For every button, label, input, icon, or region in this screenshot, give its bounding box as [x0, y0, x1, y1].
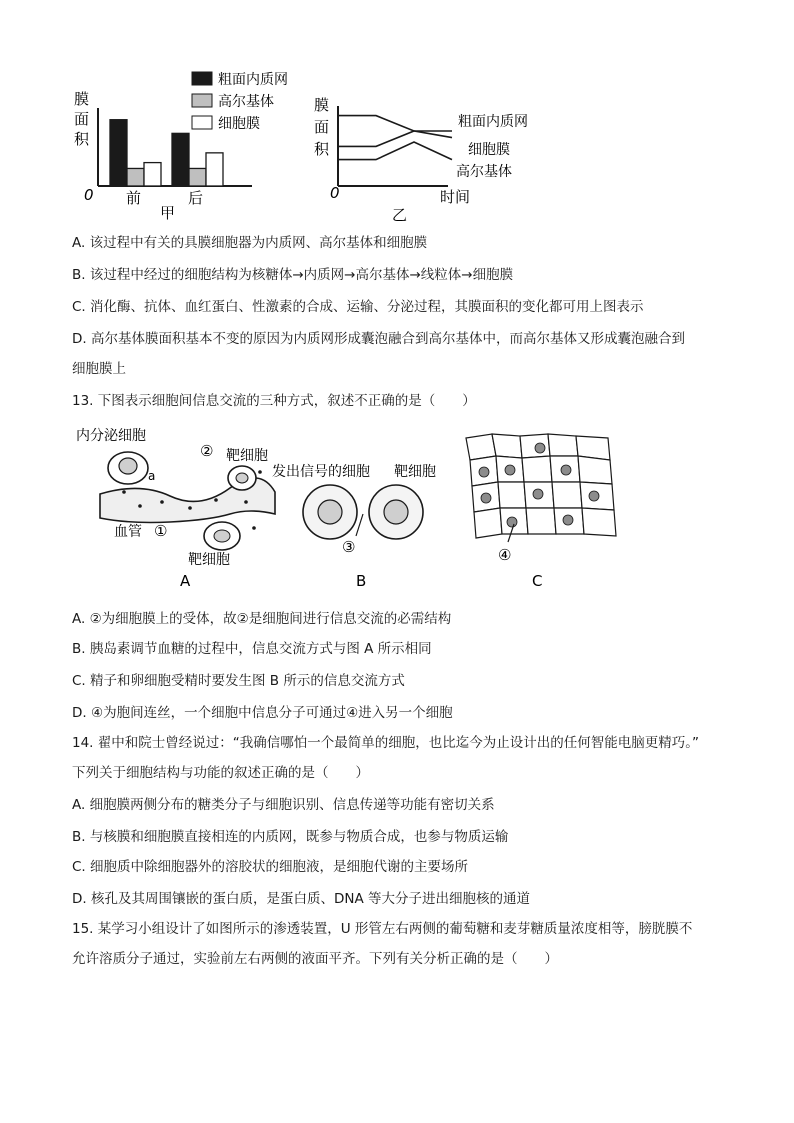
q14-option-d: D. 核孔及其周围镶嵌的蛋白质，是蛋白质、DNA 等大分子进出细胞核的通道 [72, 891, 530, 907]
bar-2-2 [189, 168, 206, 186]
q13-figure-c [462, 432, 622, 592]
series-label-er: 粗面内质网 [458, 114, 528, 130]
ylabel-char-3: 积 [74, 130, 90, 148]
mark-3: ③ [342, 538, 356, 556]
ylabel-char-2: 面 [74, 110, 90, 128]
q12-option-d-cont: 细胞膜上 [72, 361, 126, 377]
bar-2-1 [127, 168, 144, 186]
series-line-1 [338, 116, 452, 131]
series-line-2 [338, 131, 452, 146]
target-cell-top [228, 466, 256, 490]
q13-option-d: D. ④为胞间连丝，一个细胞中信息分子可通过④进入另一个细胞 [72, 705, 453, 721]
bar-3-1 [144, 163, 161, 186]
q15-stem-line-2: 允许溶质分子通过，实验前左右两侧的液面平齐。下列有关分析正确的是（ ） [72, 951, 558, 967]
bar-3-2 [206, 153, 223, 186]
endocrine-cell-label: 内分泌细胞 [76, 428, 146, 444]
legend-swatch-membrane [192, 116, 212, 129]
ylabel-char-1: 膜 [314, 96, 330, 114]
sender-cell [303, 485, 357, 539]
figure-caption-jia: 甲 [160, 204, 176, 222]
q15-stem-line-1: 15. 某学习小组设计了如图所示的渗透装置，U 形管左右两侧的葡萄糖和麦芽糖质量浓度相等，膀胱膜不 [72, 921, 693, 937]
sender-cell-label: 发出信号的细胞 [272, 464, 370, 480]
q13-figure-a [70, 422, 280, 592]
target-cell [369, 485, 423, 539]
mark-a: a [148, 469, 156, 483]
q13-stem: 13. 下图表示细胞间信息交流的三种方式，叙述不正确的是（ ） [72, 393, 476, 409]
q14-option-b: B. 与核膜和细胞膜直接相连的内质网，既参与物质合成，也参与物质运输 [72, 829, 509, 845]
q13-option-c: C. 精子和卵细胞受精时要发生图 B 所示的信息交流方式 [72, 673, 405, 689]
mark-4: ④ [498, 546, 512, 564]
origin-label: 0 [84, 186, 94, 204]
endocrine-cell [108, 452, 148, 484]
series-line-3 [338, 142, 452, 160]
target-cell-label: 靶细胞 [394, 464, 436, 480]
mark-2: ② [200, 442, 214, 460]
q12-option-d: D. 高尔基体膜面积基本不变的原因为内质网形成囊泡融合到高尔基体中，而高尔基体又形成囊泡融合到 [72, 331, 685, 347]
q14-option-a: A. 细胞膜两侧分布的糖类分子与细胞识别、信息传递等功能有密切关系 [72, 797, 495, 813]
caption-b: B [356, 572, 367, 590]
category-label-after: 后 [188, 189, 204, 207]
bar-group [110, 120, 223, 186]
q13-figure-b [270, 458, 460, 592]
target-cell-label-top: 靶细胞 [226, 448, 268, 464]
legend-label-membrane: 细胞膜 [218, 116, 260, 132]
q12-option-c: C. 消化酶、抗体、血红蛋白、性激素的合成、运输、分泌过程，其膜面积的变化都可用上图表示 [72, 299, 644, 315]
figure-jia-bar-chart [68, 66, 288, 222]
series-label-membrane: 细胞膜 [468, 142, 510, 158]
legend-label-golgi: 高尔基体 [218, 94, 274, 110]
legend-label-er: 粗面内质网 [218, 72, 288, 88]
origin-label: 0 [330, 184, 340, 202]
line-group [338, 116, 452, 160]
vessel-label: 血管 [114, 524, 142, 540]
ylabel-char-3: 积 [314, 140, 330, 158]
ylabel-char-2: 面 [314, 118, 330, 136]
figure-yi-line-chart [308, 92, 558, 224]
q12-option-a: A. 该过程中有关的具膜细胞器为内质网、高尔基体和细胞膜 [72, 235, 428, 251]
caption-c: C [532, 572, 543, 590]
q13-option-a: A. ②为细胞膜上的受体，故②是细胞间进行信息交流的必需结构 [72, 611, 452, 627]
mark-1: ① [154, 522, 168, 540]
caption-a: A [180, 572, 191, 590]
x-axis-label: 时间 [440, 188, 471, 206]
q14-option-c: C. 细胞质中除细胞器外的溶胶状的细胞液，是细胞代谢的主要场所 [72, 859, 469, 875]
legend-swatch-er [192, 72, 212, 85]
bar-1-2 [172, 133, 189, 186]
target-cell-label-bottom: 靶细胞 [188, 552, 230, 568]
q13-option-b: B. 胰岛素调节血糖的过程中，信息交流方式与图 A 所示相同 [72, 641, 432, 657]
q14-stem-line-2: 下列关于细胞结构与功能的叙述正确的是（ ） [72, 765, 369, 781]
bar-1-1 [110, 120, 127, 186]
q12-option-b: B. 该过程中经过的细胞结构为核糖体→内质网→高尔基体→线粒体→细胞膜 [72, 267, 514, 283]
q14-stem-line-1: 14. 翟中和院士曾经说过：“我确信哪怕一个最简单的细胞，也比迄今为止设计出的任何智能电脑更精巧。” [72, 735, 699, 751]
target-cell-bottom [204, 522, 240, 550]
figure-caption-yi: 乙 [392, 206, 408, 224]
series-label-golgi: 高尔基体 [456, 164, 512, 180]
ylabel-char-1: 膜 [74, 90, 90, 108]
legend-swatch-golgi [192, 94, 212, 107]
category-label-before: 前 [126, 189, 142, 207]
